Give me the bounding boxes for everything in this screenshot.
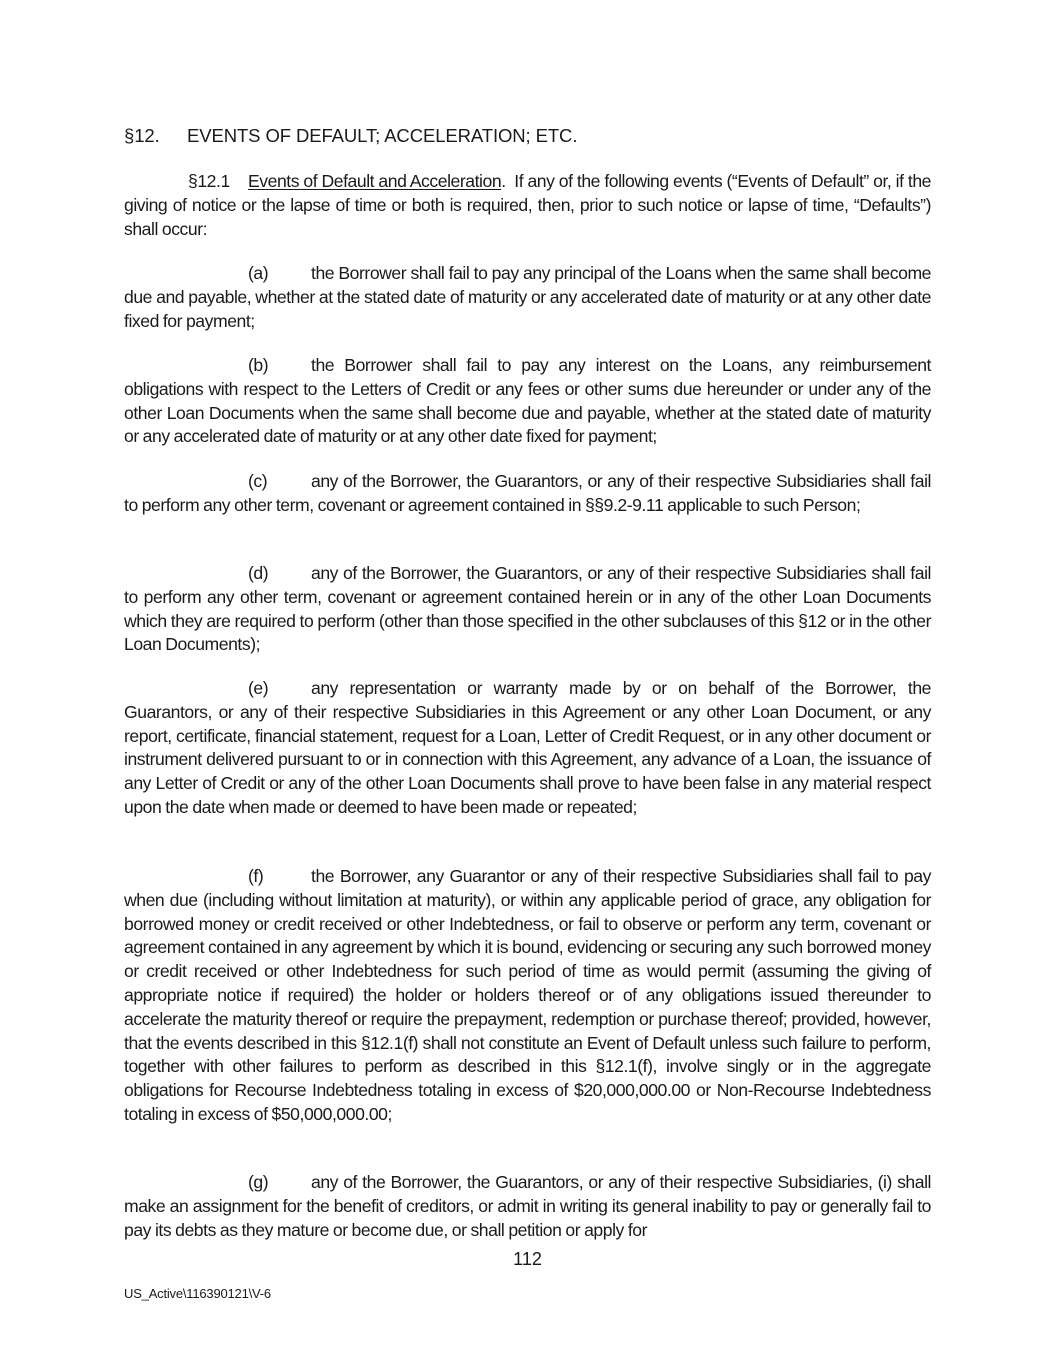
clause-text: the Borrower, any Guarantor or any of their respective Subsidiaries shall fail to pay when due (including without limitation at maturity), or within any applicable period of grace, any obligation for borrowed money or credit received or other Indebtedness, or fail to observe or perform any term, covenant or agreement contained in any agreement by which it is bound, evidencing or securing any such borrowed money or credit received or other Indebtedness for such period of time as would permit (assuming the giving of appropriate notice if required) the holder or holders thereof or of any obligations issued thereunder to accelerate the maturity thereof or require the prepayment, redemption or purchase thereof; provided, however, that the events described in this §12.1(f) shall not constitute an Event of Default unless such failure to perform, together with other failures to perform as described in this §12.1(f), involve singly or in the aggregate obligations for Recourse Indebtedness totaling in excess of $20,000,000.00 or Non-Recourse Indebtedness totaling in excess of $50,000,000.00; bbox=[124, 866, 931, 1124]
clause-text: the Borrower shall fail to pay any principal of the Loans when the same shall become due and payable, whether at the stated date of maturity or any accelerated date of maturity or at any other date fixed for payment; bbox=[124, 263, 931, 331]
clause-f bbox=[124, 865, 931, 1127]
subsection-title: Events of Default and Acceleration bbox=[248, 171, 502, 191]
clause-a bbox=[124, 262, 931, 333]
clause-label: (a) bbox=[248, 263, 269, 283]
clause-g bbox=[124, 1171, 931, 1242]
section-title: EVENTS OF DEFAULT; ACCELERATION; ETC. bbox=[187, 125, 578, 146]
clause-text: any of the Borrower, the Guarantors, or any of their respective Subsidiaries, (i) shall make an assignment for the benefit of creditors, or admit in writing its general inability to pay or generally fail to pay its debts as they mature or become due, or shall petition or apply for bbox=[124, 1172, 931, 1240]
clause-d bbox=[124, 562, 931, 657]
section-heading bbox=[124, 124, 577, 148]
clause-label: (b) bbox=[248, 355, 269, 375]
clause-text: the Borrower shall fail to pay any interest on the Loans, any reimbursement obligations with respect to the Letters of Credit or any fees or other sums due hereunder or under any of the other Loan Documents when the same shall become due and payable, whether at the stated date of maturity or any accelerated date of maturity or at any other date fixed for payment; bbox=[124, 355, 931, 447]
document-id: US_Active\116390121\V-6 bbox=[124, 1286, 271, 1301]
section-number: §12. bbox=[124, 125, 160, 146]
subsection-12-1: §12.1 Events of Default and Acceleration. If any of the following events (“Events of Default” or, if the giving of notice or the lapse of time or both is required, then, prior to such notice or lapse of time, “Defaults”) shall occur: bbox=[124, 171, 935, 239]
clause-c bbox=[124, 470, 931, 518]
clause-e bbox=[124, 677, 931, 820]
clause-text: any representation or warranty made by or on behalf of the Borrower, the Guarantors, or any of their respective Subsidiaries in this Agreement or any other Loan Document, or any report, certificate, financial statement, request for a Loan, Letter of Credit Request, or in any other document or instrument delivered pursuant to or in connection with this Agreement, any advance of a Loan, the issuance of any Letter of Credit or any of the other Loan Documents shall prove to have been false in any material respect upon the date when made or deemed to have been made or repeated; bbox=[124, 678, 931, 817]
clause-label: (g) bbox=[248, 1172, 269, 1192]
clause-label: (c) bbox=[248, 471, 268, 491]
clause-label: (e) bbox=[248, 678, 269, 698]
subsection-number: §12.1 bbox=[188, 171, 230, 191]
clause-text: any of the Borrower, the Guarantors, or any of their respective Subsidiaries shall fail to perform any other term, covenant or agreement contained in §§9.2-9.11 applicable to such Person; bbox=[124, 471, 931, 515]
clause-label: (d) bbox=[248, 563, 269, 583]
page-number: 112 bbox=[513, 1249, 542, 1269]
clause-b bbox=[124, 354, 931, 449]
subsection-intro-text: If any of the following events (“Events of Default” or, if the giving of notice or the lapse of time or both is required, then, prior to such notice or lapse of time, “Defaults”) shall occur: bbox=[124, 171, 935, 239]
clause-label: (f) bbox=[248, 866, 264, 886]
clause-text: any of the Borrower, the Guarantors, or any of their respective Subsidiaries shall fail to perform any other term, covenant or agreement contained herein or in any of the other Loan Documents which they are required to perform (other than those specified in the other subclauses of this §12 or in the other Loan Documents); bbox=[124, 563, 931, 655]
